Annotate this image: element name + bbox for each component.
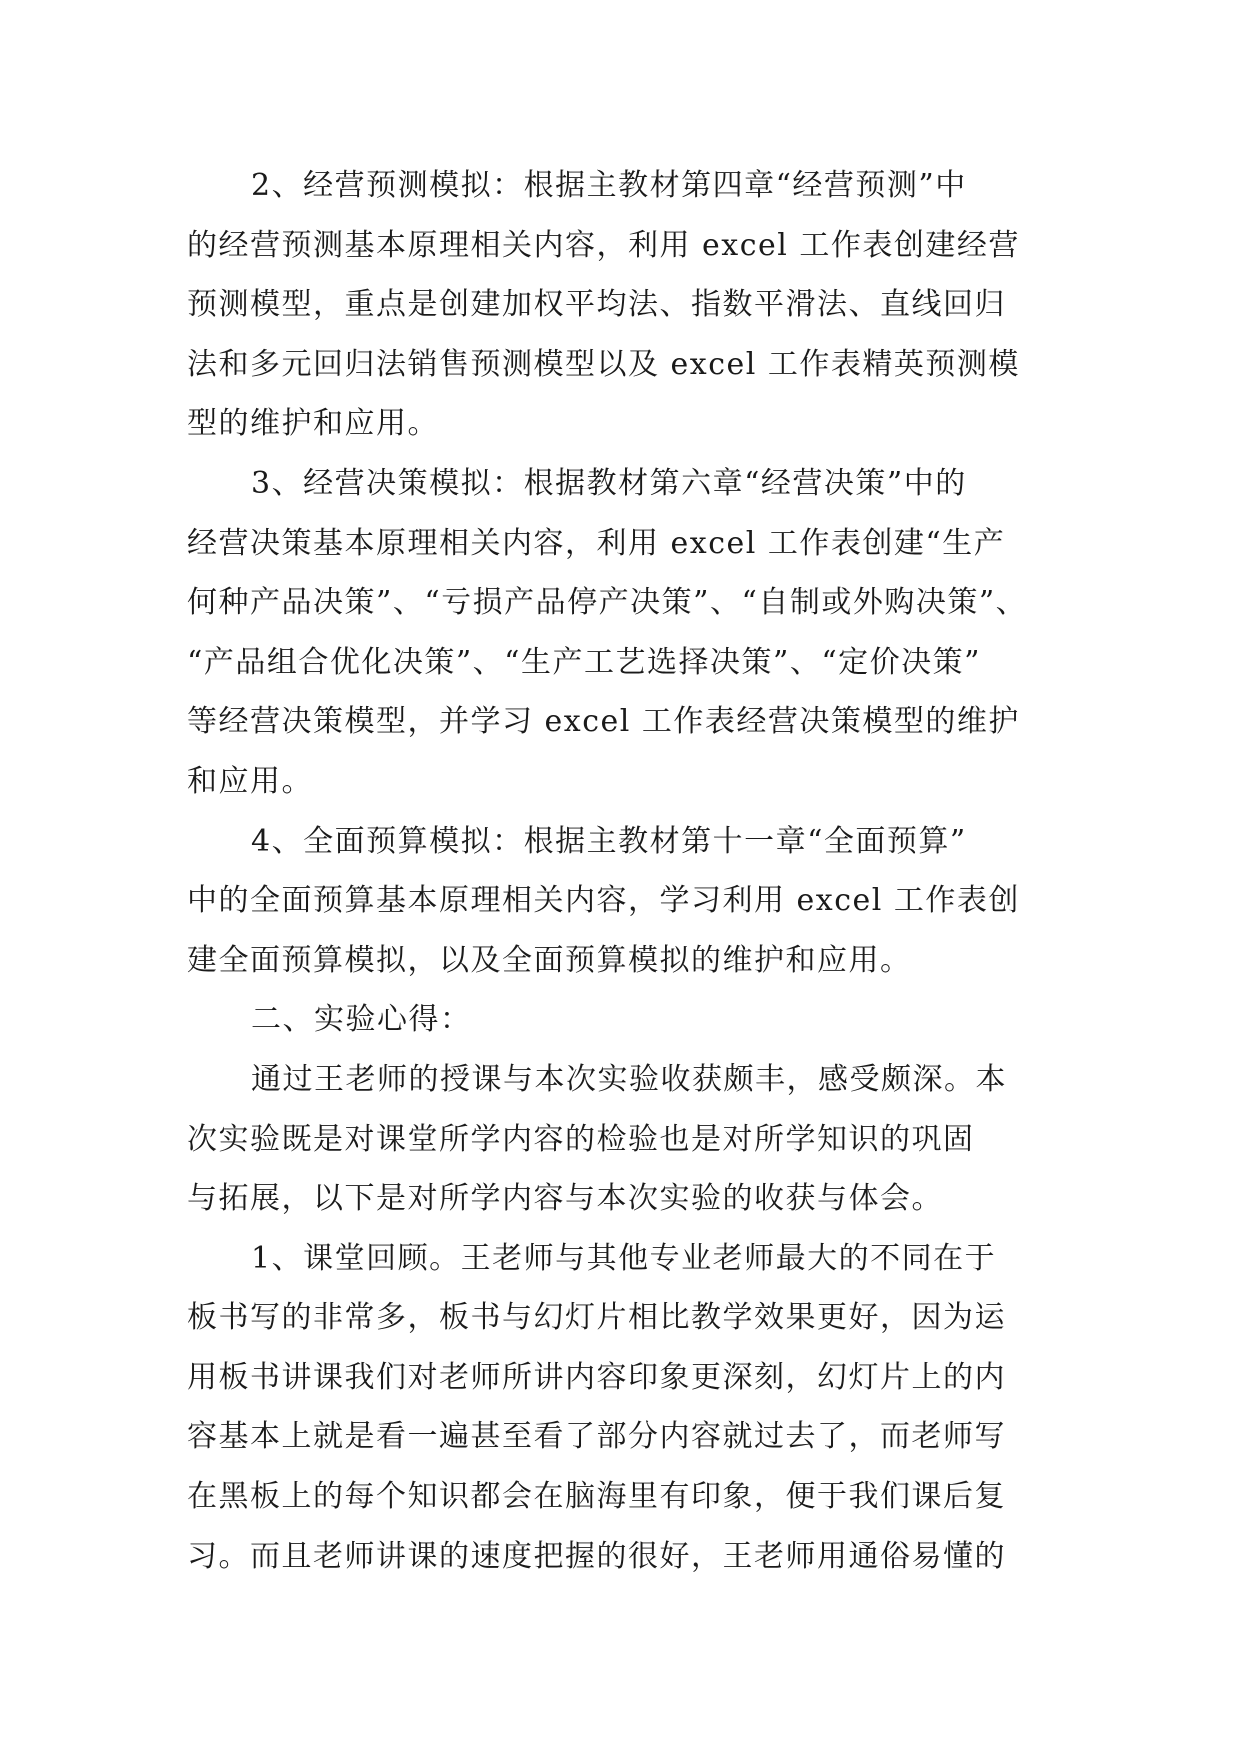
paragraph-line: 通过王老师的授课与本次实验收获颇丰，感受颇深。本 (251, 1061, 1007, 1097)
paragraph-line: 容基本上就是看一遍甚至看了部分内容就过去了，而老师写 (187, 1419, 1006, 1455)
document-body (187, 156, 1087, 1586)
paragraph-line: 的经营预测基本原理相关内容，利用 excel 工作表创建经营 (187, 227, 1020, 263)
paragraph-line: 板书写的非常多，板书与幻灯片相比教学效果更好，因为运 (187, 1300, 1006, 1336)
paragraph-line: “产品组合优化决策”、“生产工艺选择决策”、“定价决策” (187, 644, 982, 680)
paragraph-line: 等经营决策模型，并学习 excel 工作表经营决策模型的维护 (187, 704, 1020, 740)
paragraph-line: 和应用。 (187, 763, 313, 799)
paragraph-line: 预测模型，重点是创建加权平均法、指数平滑法、直线回归 (187, 287, 1006, 323)
paragraph-line: 次实验既是对课堂所学内容的检验也是对所学知识的巩固 (187, 1121, 975, 1157)
paragraph-line: 用板书讲课我们对老师所讲内容印象更深刻，幻灯片上的内 (187, 1359, 1006, 1395)
paragraph-line: 3、经营决策模拟：根据教材第六章“经营决策”中的 (251, 465, 967, 501)
paragraph-line: 4、全面预算模拟：根据主教材第十一章“全面预算” (251, 823, 967, 859)
paragraph-line: 经营决策基本原理相关内容，利用 excel 工作表创建“生产 (187, 525, 1006, 561)
paragraph-line: 习。而且老师讲课的速度把握的很好，王老师用通俗易懂的 (187, 1538, 1006, 1574)
section-heading: 二、实验心得： (251, 1002, 472, 1038)
paragraph-line: 建全面预算模拟，以及全面预算模拟的维护和应用。 (187, 942, 912, 978)
paragraph-line: 2、经营预测模拟：根据主教材第四章“经营预测”中 (251, 168, 967, 203)
paragraph-line: 法和多元回归法销售预测模型以及 excel 工作表精英预测模 (187, 346, 1020, 382)
paragraph-line: 何种产品决策”、“亏损产品停产决策”、“自制或外购决策”、 (187, 585, 1028, 621)
paragraph-line: 在黑板上的每个知识都会在脑海里有印象，便于我们课后复 (187, 1479, 1006, 1515)
paragraph-line: 1、课堂回顾。王老师与其他专业老师最大的不同在于 (251, 1240, 997, 1276)
paragraph-line: 型的维护和应用。 (187, 406, 439, 442)
paragraph-line: 与拓展，以下是对所学内容与本次实验的收获与体会。 (187, 1181, 943, 1217)
paragraph-line: 中的全面预算基本原理相关内容，学习利用 excel 工作表创 (187, 883, 1020, 919)
